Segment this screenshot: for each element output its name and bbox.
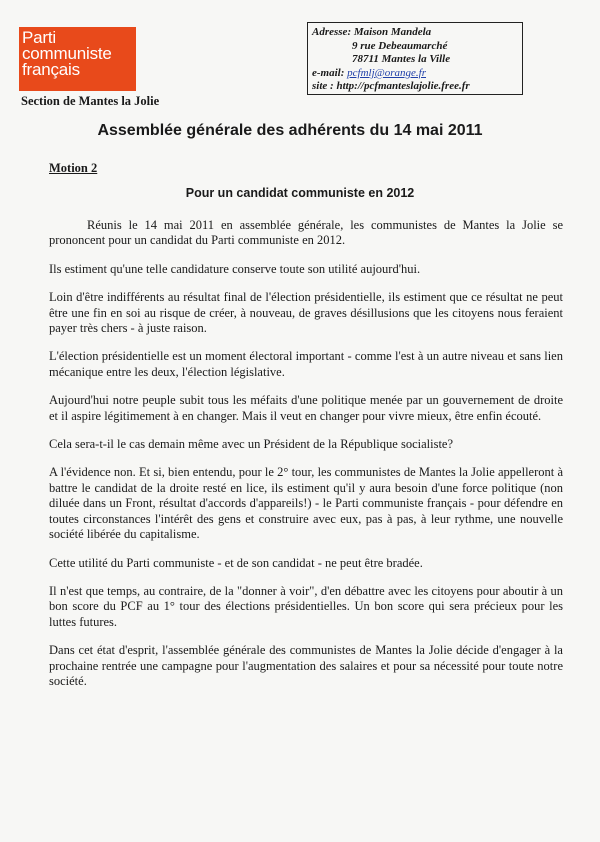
paragraph: Réunis le 14 mai 2011 en assemblée générale, les communistes de Mantes la Jolie se prononcent pour un candidat du Parti communiste en 2012. [49,218,563,248]
paragraph: Cette utilité du Parti communiste - et de son candidat - ne peut être bradée. [49,555,423,570]
paragraph: L'élection présidentielle est un moment électoral important - comme l'est à un autre niveau et sans lien mécanique entre les deux, l'élection législative. [49,349,563,379]
paragraph: Loin d'être indifférents au résultat final de l'élection présidentielle, ils estiment que ce résultat ne peut être une fin en soi au risque de créer, à nouveau, de graves désillusions que les citoyens nous feraient payer très chers - à juste raison. [49,290,563,336]
logo-line-1: Parti [22,28,56,47]
logo-line-2: communiste [22,44,112,63]
motion-body [49,218,563,702]
paragraph: Cela sera-t-il le cas demain même avec un Président de la République socialiste? [49,437,454,452]
section-name: Section de Mantes la Jolie [21,94,160,108]
address-line-1: Adresse: Maison Mandela [312,26,432,38]
address-line-2: 9 rue Debeaumarché [352,39,448,52]
address-box [307,22,523,95]
page-title: Assemblée générale des adhérents du 14 mai 2011 [97,122,483,139]
email-label: e-mail: [312,66,345,79]
site-link[interactable]: http://pcfmanteslajolie.free.fr [336,80,470,93]
paragraph: Aujourd'hui notre peuple subit tous les méfaits d'une politique menée par un gouvernement de droite et il aspire légitimement à en changer. Mais il veut en changer pour vivre mieux, être enfin écouté. [49,393,563,423]
motion-subtitle: Pour un candidat communiste en 2012 [185,186,415,200]
address-line-3: 78711 Mantes la Ville [352,53,451,66]
paragraph: Dans cet état d'esprit, l'assemblée générale des communistes de Mantes la Jolie décide d'engager à la prochaine rentrée une campagne pour l'augmentation des salaires et pour sa nécessité pour toute notre société. [49,643,563,688]
email-row [312,67,522,81]
paragraph: Ils estiment qu'une telle candidature conserve toute son utilité aujourd'hui. [49,261,421,276]
logo-line-3: français [22,60,80,79]
paragraph: Il n'est que temps, au contraire, de la "donner à voir", d'en débattre avec les citoyens pour aboutir à un bon score du PCF au 1° tour des élections présidentielles. Un bon score qui sera précieux pour les luttes futures. [49,583,563,629]
party-logo [19,27,136,91]
site-row [312,80,522,94]
email-link[interactable]: pcfmlj@orange.fr [347,66,427,79]
motion-label: Motion 2 [49,161,98,175]
paragraph: A l'évidence non. Et si, bien entendu, pour le 2° tour, les communistes de Mantes la Jolie appelleront à battre le candidat de la droite resté en lice, ils estiment qu'il y aura besoin d'une force politique (non diluée dans un Front, résultat d'accords d'appareils!) - le Parti communiste français - pour défendre en toutes circonstances l'intérêt des gens et construire avec eux, pas à pas, à leur rythme, une nouvelle société libérée du capitalisme. [49,465,563,542]
site-label: site : [312,80,334,93]
